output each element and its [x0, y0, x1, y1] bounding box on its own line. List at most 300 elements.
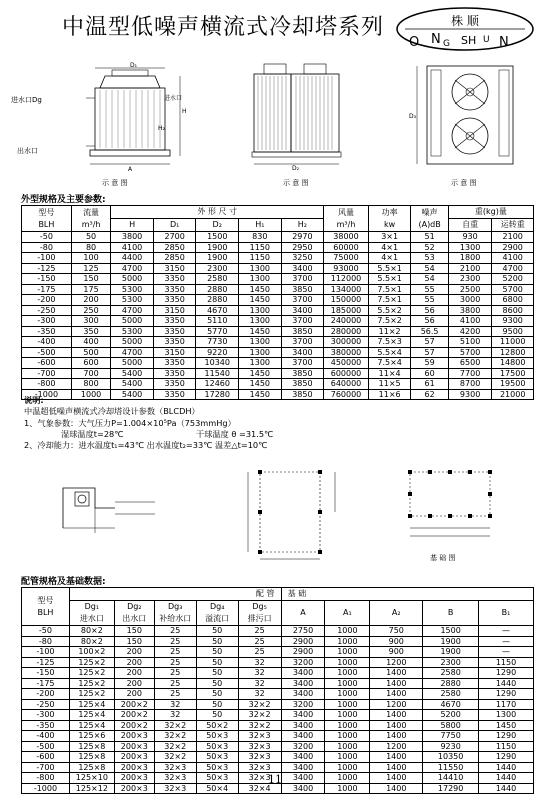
t1-cell: 830 — [239, 232, 282, 243]
t2-cell: 1290 — [479, 668, 534, 679]
t1-cell: 53 — [411, 253, 448, 264]
logo-letter-u: U — [483, 35, 490, 45]
t2-cell: 200×3 — [114, 783, 154, 794]
col2-dg2 — [114, 601, 154, 626]
t2-cell: 32×3 — [238, 752, 281, 763]
t1-cell: 55 — [411, 295, 448, 306]
t2-cell: -500 — [22, 741, 70, 752]
t2-cell: 32×3 — [154, 773, 196, 784]
t1-cell: 760000 — [324, 389, 369, 400]
col2-base: 基 础 — [281, 588, 533, 601]
t1-cell: 7.5×2 — [368, 316, 411, 327]
t1-cell: 4×1 — [368, 242, 411, 253]
col-noise — [411, 206, 448, 232]
t2-cell: 750 — [370, 626, 423, 637]
tower-top-drawing — [405, 60, 535, 172]
t2-cell: 32×3 — [238, 762, 281, 773]
t1-cell: 3350 — [153, 274, 196, 285]
spec-table-body — [22, 232, 534, 400]
t1-cell: 59 — [411, 358, 448, 369]
t2-cell: 3400 — [281, 720, 325, 731]
col-dim-h1: H₁ — [239, 219, 282, 232]
table2-heading: 配管规格及基础数据: — [21, 577, 106, 587]
t2-cell: 3400 — [281, 689, 325, 700]
label-inlet-left: 进水口Dg — [11, 96, 42, 104]
t2-cell: 200×2 — [114, 720, 154, 731]
t1-cell: 5700 — [448, 347, 492, 358]
label-outlet: 出水口 — [17, 147, 38, 155]
t2-cell: 50 — [196, 689, 238, 700]
t1-cell: 2100 — [448, 263, 492, 274]
t2-cell: 2900 — [281, 636, 325, 647]
t1-cell: 56 — [411, 316, 448, 327]
notes-line4: 2、冷却能力：进水温度t₁=43℃ 出水温度t₂=33℃ 温差△t=10℃ — [24, 440, 268, 450]
t1-cell: 4400 — [111, 253, 154, 264]
t1-cell: 5200 — [492, 274, 534, 285]
logo-letter-o: O — [409, 35, 420, 50]
col-air-label: 风量 — [338, 207, 355, 217]
t1-cell: 54 — [411, 274, 448, 285]
t1-cell: 12800 — [492, 347, 534, 358]
t1-cell: 7.5×3 — [368, 337, 411, 348]
t2-cell: 3400 — [281, 731, 325, 742]
t2-row — [22, 668, 534, 679]
t1-cell: 640000 — [324, 379, 369, 390]
t2-cell: -50 — [22, 626, 70, 637]
t1-cell: 5.5×2 — [368, 305, 411, 316]
t1-cell: 350 — [71, 326, 110, 337]
t1-cell: 1300 — [239, 358, 282, 369]
t2-row — [22, 762, 534, 773]
t1-cell: 3150 — [153, 347, 196, 358]
t2-cell: 32 — [154, 710, 196, 721]
t1-cell: 3×1 — [368, 232, 411, 243]
t1-cell: 4100 — [111, 242, 154, 253]
t2-cell: 50×3 — [196, 752, 238, 763]
t2-cell: 150 — [114, 626, 154, 637]
t1-cell: 3350 — [153, 368, 196, 379]
t2-cell: 32 — [154, 699, 196, 710]
t1-cell: 11000 — [492, 337, 534, 348]
col2-dg1-label: Dg₁ — [84, 602, 100, 611]
t1-cell: 2850 — [153, 253, 196, 264]
t1-cell: 1300 — [448, 242, 492, 253]
t2-cell: 25 — [154, 636, 196, 647]
spec-table — [21, 205, 534, 400]
t1-cell: 5000 — [111, 358, 154, 369]
t1-cell: 2500 — [448, 284, 492, 295]
t1-cell: -250 — [22, 305, 72, 316]
t2-cell: 14410 — [423, 773, 479, 784]
t1-row — [22, 358, 534, 369]
t1-cell: 1000 — [71, 389, 110, 400]
t2-cell: 32×3 — [154, 762, 196, 773]
t2-cell: 50×2 — [196, 720, 238, 731]
col-model-sub: BLH — [38, 219, 55, 229]
page-title: 中温型低噪声横流式冷却塔系列 — [62, 15, 385, 40]
col-weight-self: 自重 — [448, 219, 492, 232]
t1-cell: 50 — [71, 232, 110, 243]
t1-cell: 9300 — [448, 389, 492, 400]
t2-cell: 150 — [114, 636, 154, 647]
t2-cell: 1000 — [325, 657, 370, 668]
col2-a1: A₁ — [325, 601, 370, 626]
t2-cell: 200 — [114, 689, 154, 700]
t1-cell: 4700 — [492, 263, 534, 274]
label-a: A — [128, 166, 133, 173]
t2-cell: 200 — [114, 678, 154, 689]
t1-cell: 11540 — [196, 368, 239, 379]
notes-line3a: 湿球温度t=28℃ — [61, 429, 124, 439]
t2-cell: 125×2 — [69, 657, 114, 668]
t2-cell: 3400 — [281, 752, 325, 763]
t1-cell: -150 — [22, 274, 72, 285]
t2-cell: 25 — [238, 626, 281, 637]
t1-row — [22, 232, 534, 243]
t2-cell: 1400 — [370, 762, 423, 773]
t1-cell: 3850 — [281, 368, 324, 379]
t1-cell: 600 — [71, 358, 110, 369]
t2-cell: 1170 — [479, 699, 534, 710]
logo-text-top: 株 顺 — [451, 14, 479, 28]
t2-cell: 2750 — [281, 626, 325, 637]
t1-cell: 100 — [71, 253, 110, 264]
t1-cell: 3350 — [153, 379, 196, 390]
t1-cell: 11×5 — [368, 379, 411, 390]
t2-cell: 11550 — [423, 762, 479, 773]
t2-cell: 125×4 — [69, 699, 114, 710]
col2-model — [22, 588, 70, 626]
t2-cell: 1000 — [325, 678, 370, 689]
t2-cell: 32 — [238, 657, 281, 668]
t2-row — [22, 678, 534, 689]
t2-cell: 50 — [196, 647, 238, 658]
col-dim-h: H — [111, 219, 154, 232]
t2-cell: 1400 — [370, 689, 423, 700]
t2-cell: 25 — [154, 668, 196, 679]
col-flow — [71, 206, 110, 232]
t1-cell: 3700 — [281, 295, 324, 306]
t1-cell: 2300 — [448, 274, 492, 285]
col-power — [368, 206, 411, 232]
t1-cell: 14800 — [492, 358, 534, 369]
t1-cell: 2970 — [281, 232, 324, 243]
t2-cell: 2580 — [423, 689, 479, 700]
t2-cell: 25 — [154, 689, 196, 700]
t2-cell: 32×4 — [238, 783, 281, 794]
t1-cell: -1000 — [22, 389, 72, 400]
t2-cell: -100 — [22, 647, 70, 658]
t2-cell: 1290 — [479, 689, 534, 700]
t1-cell: 57 — [411, 337, 448, 348]
t1-cell: 3700 — [281, 274, 324, 285]
t1-row — [22, 263, 534, 274]
company-logo — [395, 6, 535, 52]
t1-row — [22, 379, 534, 390]
t2-cell: 2880 — [423, 678, 479, 689]
t2-cell: -125 — [22, 657, 70, 668]
t1-cell: 2100 — [492, 232, 534, 243]
col-dim-h2: H₂ — [281, 219, 324, 232]
t1-cell: 9220 — [196, 347, 239, 358]
t1-cell: 4100 — [448, 316, 492, 327]
notes-line3b: 干球温度 θ =31.5℃ — [196, 429, 274, 439]
t2-cell: 32 — [238, 678, 281, 689]
t1-cell: -800 — [22, 379, 72, 390]
t2-cell: 125×8 — [69, 762, 114, 773]
page-number: 11 — [268, 773, 282, 786]
col-model — [22, 206, 72, 232]
t1-row — [22, 274, 534, 285]
t2-cell: 10350 — [423, 752, 479, 763]
col2-dg2-sub: 出水口 — [122, 614, 147, 623]
t2-cell: 1000 — [325, 773, 370, 784]
t2-cell: 1000 — [325, 762, 370, 773]
t2-cell: 1000 — [325, 668, 370, 679]
col2-b: B — [423, 601, 479, 626]
t2-cell: 32×3 — [238, 731, 281, 742]
t2-cell: 32×2 — [238, 710, 281, 721]
foundation-plan-small — [240, 462, 360, 562]
t2-cell: 200×2 — [114, 699, 154, 710]
t1-cell: 1450 — [239, 295, 282, 306]
t2-cell: 25 — [154, 678, 196, 689]
col2-a2: A₂ — [370, 601, 423, 626]
t2-row — [22, 752, 534, 763]
t2-cell: 25 — [238, 647, 281, 658]
t2-cell: 1000 — [325, 699, 370, 710]
t1-cell: 2850 — [153, 242, 196, 253]
t1-cell: 93000 — [324, 263, 369, 274]
t1-cell: 2700 — [153, 232, 196, 243]
t2-cell: 900 — [370, 647, 423, 658]
t2-row — [22, 699, 534, 710]
t2-cell: 125×2 — [69, 668, 114, 679]
col2-dg4 — [196, 601, 238, 626]
t2-cell: 32×2 — [154, 720, 196, 731]
t2-cell: 3400 — [281, 668, 325, 679]
t1-cell: 75000 — [324, 253, 369, 264]
t2-cell: -300 — [22, 710, 70, 721]
t2-cell: 1290 — [479, 731, 534, 742]
t1-cell: 1150 — [239, 253, 282, 264]
t2-cell: 1150 — [479, 741, 534, 752]
t1-cell: 3400 — [281, 305, 324, 316]
tower-front-drawing — [244, 60, 359, 172]
t1-cell: 4700 — [111, 263, 154, 274]
t2-cell: 1400 — [370, 773, 423, 784]
t2-cell: 1000 — [325, 720, 370, 731]
t1-cell: 300 — [71, 316, 110, 327]
drawing-caption-3: 示 意 图 — [451, 179, 477, 187]
t2-cell: 5800 — [423, 720, 479, 731]
t1-row — [22, 389, 534, 400]
logo-letter-g: G — [443, 39, 450, 49]
col2-dg5-sub: 排污口 — [247, 614, 272, 623]
t2-cell: 200×3 — [114, 762, 154, 773]
t2-cell: 50×4 — [196, 783, 238, 794]
t1-cell: -350 — [22, 326, 72, 337]
t2-cell: 1440 — [479, 678, 534, 689]
t1-row — [22, 295, 534, 306]
t2-cell: 32×3 — [238, 741, 281, 752]
t1-cell: -125 — [22, 263, 72, 274]
t1-cell: 51 — [411, 232, 448, 243]
t1-cell: 19500 — [492, 379, 534, 390]
col-weight: 重(kg)量 — [448, 206, 533, 219]
t1-cell: 1900 — [196, 242, 239, 253]
t2-cell: 50×3 — [196, 741, 238, 752]
col-flow-label: 流量 — [83, 207, 100, 217]
t2-cell: 125×4 — [69, 710, 114, 721]
t2-cell: 50×3 — [196, 762, 238, 773]
t2-cell: 32×2 — [154, 731, 196, 742]
t1-cell: 200 — [71, 295, 110, 306]
notes-line2: 1、气象参数：大气压力P=1.004×10⁵Pa（753mmHg） — [24, 418, 236, 428]
t2-cell: 200 — [114, 657, 154, 668]
t2-row — [22, 741, 534, 752]
t2-cell: 50 — [196, 668, 238, 679]
t1-cell: 5400 — [111, 368, 154, 379]
t1-cell: 600000 — [324, 368, 369, 379]
t2-cell: 32 — [238, 689, 281, 700]
t1-row — [22, 337, 534, 348]
t1-cell: -600 — [22, 358, 72, 369]
t1-cell: 2900 — [492, 242, 534, 253]
t1-cell: 17280 — [196, 389, 239, 400]
t1-cell: 1450 — [239, 284, 282, 295]
t1-cell: 3350 — [153, 295, 196, 306]
logo-letter-n: N — [431, 32, 441, 47]
t1-cell: 930 — [448, 232, 492, 243]
t1-cell: 3000 — [448, 295, 492, 306]
t2-cell: 4670 — [423, 699, 479, 710]
t1-cell: 3400 — [281, 347, 324, 358]
t1-cell: 4700 — [111, 347, 154, 358]
t2-cell: 1400 — [370, 720, 423, 731]
t1-cell: 9300 — [492, 316, 534, 327]
t2-row — [22, 657, 534, 668]
t1-row — [22, 305, 534, 316]
t1-cell: 11×2 — [368, 326, 411, 337]
t1-cell: 5100 — [448, 337, 492, 348]
t1-cell: 5.5×1 — [368, 274, 411, 285]
t1-cell: 5.5×4 — [368, 347, 411, 358]
t1-cell: 280000 — [324, 326, 369, 337]
t2-cell: 125×8 — [69, 741, 114, 752]
t1-cell: 7.5×1 — [368, 284, 411, 295]
t1-row — [22, 253, 534, 264]
t1-cell: 2880 — [196, 295, 239, 306]
t1-row — [22, 284, 534, 295]
t1-cell: 1500 — [196, 232, 239, 243]
spec-table-header-row1 — [22, 206, 534, 219]
t1-cell: 3850 — [281, 284, 324, 295]
t2-cell: 100×2 — [69, 647, 114, 658]
t2-row — [22, 710, 534, 721]
t2-cell: 1000 — [325, 752, 370, 763]
t1-cell: -700 — [22, 368, 72, 379]
t2-cell: 1450 — [479, 720, 534, 731]
t2-cell: 3400 — [281, 678, 325, 689]
drawing-caption-1: 示 意 图 — [102, 179, 128, 187]
foundation-caption: 基 础 图 — [430, 554, 456, 562]
t1-cell: 57 — [411, 347, 448, 358]
t2-cell: 125×4 — [69, 720, 114, 731]
notes-heading: 说明: — [24, 395, 44, 405]
t2-cell: 32×3 — [154, 783, 196, 794]
t1-cell: 3150 — [153, 263, 196, 274]
t1-cell: 3350 — [153, 284, 196, 295]
t2-cell: 25 — [154, 626, 196, 637]
t2-cell: 1200 — [370, 741, 423, 752]
t2-cell: 2300 — [423, 657, 479, 668]
t1-cell: 2300 — [196, 263, 239, 274]
t2-cell: 200×3 — [114, 752, 154, 763]
t2-cell: 3400 — [281, 762, 325, 773]
col2-model-sub: BLH — [37, 607, 54, 617]
col-dims: 外 形 尺 寸 — [111, 206, 324, 219]
t1-cell: 3350 — [153, 337, 196, 348]
t2-cell: 1000 — [325, 636, 370, 647]
t2-cell: -80 — [22, 636, 70, 647]
pipe-connection-drawing — [55, 478, 165, 538]
t2-cell: 1290 — [479, 752, 534, 763]
t2-cell: 125×10 — [69, 773, 114, 784]
t1-row — [22, 326, 534, 337]
t2-cell: 80×2 — [69, 626, 114, 637]
t2-cell: 3200 — [281, 741, 325, 752]
t1-cell: 2580 — [196, 274, 239, 285]
col2-dg5 — [238, 601, 281, 626]
t2-cell: -350 — [22, 720, 70, 731]
t1-cell: 3850 — [281, 389, 324, 400]
t1-cell: 4100 — [492, 253, 534, 264]
col2-dg3-sub: 补给水口 — [159, 614, 192, 623]
drawing-caption-2: 示 意 图 — [283, 179, 309, 187]
t1-cell: 300000 — [324, 337, 369, 348]
t1-cell: 4700 — [111, 305, 154, 316]
t1-cell: 10340 — [196, 358, 239, 369]
t1-cell: 8600 — [492, 305, 534, 316]
t2-cell: 32×2 — [154, 752, 196, 763]
t1-cell: 1450 — [239, 326, 282, 337]
t1-cell: 1450 — [239, 368, 282, 379]
t1-cell: 1300 — [239, 274, 282, 285]
t2-cell: 200×2 — [114, 710, 154, 721]
t2-cell: 7750 — [423, 731, 479, 742]
t1-cell: 9500 — [492, 326, 534, 337]
t1-cell: 1900 — [196, 253, 239, 264]
t1-cell: 56 — [411, 305, 448, 316]
t1-cell: 5300 — [111, 284, 154, 295]
t2-cell: 200×3 — [114, 741, 154, 752]
t1-cell: 3800 — [111, 232, 154, 243]
t1-cell: -400 — [22, 337, 72, 348]
col-air — [324, 206, 369, 232]
t1-cell: 150000 — [324, 295, 369, 306]
t1-cell: 54 — [411, 263, 448, 274]
t2-cell: 125×8 — [69, 752, 114, 763]
t1-cell: -175 — [22, 284, 72, 295]
col-dim-d1: D₁ — [153, 219, 196, 232]
t1-cell: 11×4 — [368, 368, 411, 379]
pipe-table-header-row1 — [22, 588, 534, 601]
t2-cell: 5200 — [423, 710, 479, 721]
col2-dg3-label: Dg₃ — [168, 602, 183, 611]
pipe-table-body — [22, 626, 534, 794]
t2-cell: 50 — [196, 636, 238, 647]
